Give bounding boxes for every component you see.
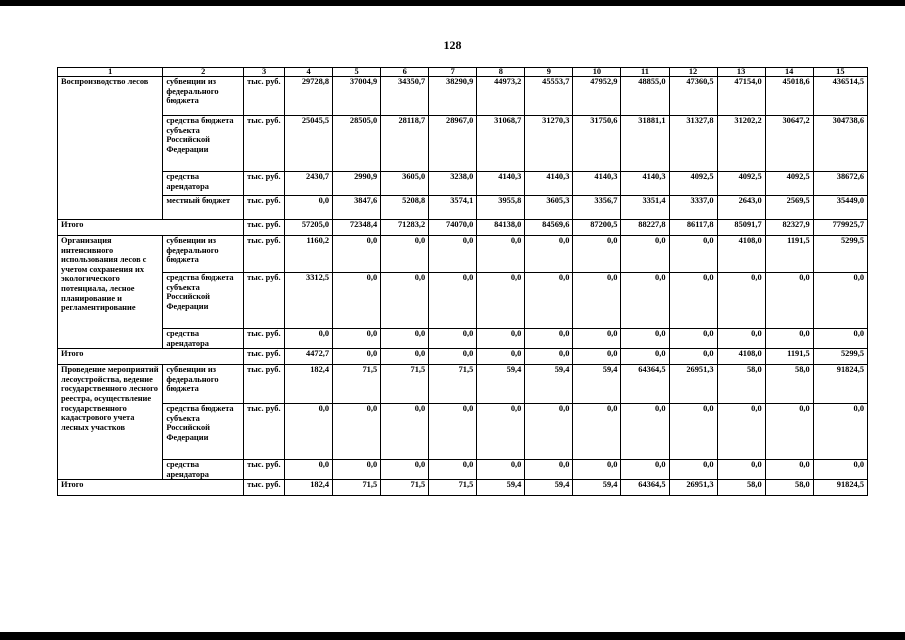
table-row [58, 365, 868, 404]
value-cell: 0,0 [333, 404, 381, 460]
value-cell: 0,0 [717, 273, 765, 329]
total-row [58, 349, 868, 365]
column-number-cell: 2 [163, 68, 244, 77]
total-value-cell: 58,0 [765, 480, 813, 496]
total-value-cell: 91824,5 [813, 480, 867, 496]
value-cell: 1191,5 [765, 236, 813, 273]
unit-cell: тыс. руб. [244, 365, 285, 404]
value-cell: 4140,3 [621, 172, 669, 196]
value-cell: 28118,7 [381, 116, 429, 172]
value-cell: 26951,3 [669, 365, 717, 404]
value-cell: 0,0 [573, 460, 621, 480]
funding-source-cell: местный бюджет [163, 196, 244, 220]
value-cell: 0,0 [813, 273, 867, 329]
total-value-cell: 0,0 [669, 349, 717, 365]
unit-cell: тыс. руб. [244, 196, 285, 220]
total-value-cell: 59,4 [477, 480, 525, 496]
table-row [58, 196, 868, 220]
total-label-cell: Итого [58, 349, 244, 365]
value-cell: 3337,0 [669, 196, 717, 220]
funding-source-cell: средства бюджета субъекта Российской Федерации [163, 273, 244, 329]
total-value-cell: 4108,0 [717, 349, 765, 365]
value-cell: 0,0 [717, 404, 765, 460]
total-value-cell: 779925,7 [813, 220, 867, 236]
column-number-cell: 11 [621, 68, 669, 77]
table-row [58, 77, 868, 116]
column-number-cell: 4 [285, 68, 333, 77]
value-cell: 5208,8 [381, 196, 429, 220]
unit-cell: тыс. руб. [244, 404, 285, 460]
value-cell: 3312,5 [285, 273, 333, 329]
value-cell: 0,0 [573, 404, 621, 460]
value-cell: 0,0 [573, 273, 621, 329]
unit-cell: тыс. руб. [244, 349, 285, 365]
funding-source-cell: средства арендатора [163, 329, 244, 349]
total-value-cell: 0,0 [525, 349, 573, 365]
value-cell: 3238,0 [429, 172, 477, 196]
value-cell: 64364,5 [621, 365, 669, 404]
unit-cell: тыс. руб. [244, 329, 285, 349]
unit-cell: тыс. руб. [244, 236, 285, 273]
table-row [58, 236, 868, 273]
value-cell: 0,0 [285, 196, 333, 220]
value-cell: 0,0 [621, 236, 669, 273]
total-value-cell: 58,0 [717, 480, 765, 496]
table-row [58, 273, 868, 329]
value-cell: 3356,7 [573, 196, 621, 220]
total-value-cell: 4472,7 [285, 349, 333, 365]
funding-source-cell: средства арендатора [163, 172, 244, 196]
total-value-cell: 0,0 [621, 349, 669, 365]
value-cell: 5299,5 [813, 236, 867, 273]
value-cell: 28967,0 [429, 116, 477, 172]
value-cell: 0,0 [477, 404, 525, 460]
total-value-cell: 88227,8 [621, 220, 669, 236]
value-cell: 0,0 [285, 460, 333, 480]
value-cell: 0,0 [813, 329, 867, 349]
value-cell: 31202,2 [717, 116, 765, 172]
value-cell: 2643,0 [717, 196, 765, 220]
total-value-cell: 84569,6 [525, 220, 573, 236]
total-value-cell: 0,0 [429, 349, 477, 365]
value-cell: 0,0 [525, 404, 573, 460]
total-value-cell: 87200,5 [573, 220, 621, 236]
total-value-cell: 84138,0 [477, 220, 525, 236]
value-cell: 4108,0 [717, 236, 765, 273]
value-cell: 0,0 [333, 460, 381, 480]
value-cell: 0,0 [573, 236, 621, 273]
unit-cell: тыс. руб. [244, 172, 285, 196]
column-number-row [58, 68, 868, 77]
total-value-cell: 1191,5 [765, 349, 813, 365]
table-row [58, 404, 868, 460]
value-cell: 0,0 [717, 329, 765, 349]
funding-source-cell: средства бюджета субъекта Российской Федерации [163, 116, 244, 172]
value-cell: 4140,3 [525, 172, 573, 196]
value-cell: 0,0 [669, 329, 717, 349]
column-number-cell: 7 [429, 68, 477, 77]
value-cell: 2430,7 [285, 172, 333, 196]
table-row [58, 460, 868, 480]
total-value-cell: 71,5 [333, 480, 381, 496]
total-row [58, 480, 868, 496]
value-cell: 2990,9 [333, 172, 381, 196]
value-cell: 31881,1 [621, 116, 669, 172]
value-cell: 71,5 [381, 365, 429, 404]
value-cell: 3351,4 [621, 196, 669, 220]
value-cell: 0,0 [717, 460, 765, 480]
value-cell: 71,5 [429, 365, 477, 404]
value-cell: 58,0 [765, 365, 813, 404]
value-cell: 28505,0 [333, 116, 381, 172]
value-cell: 47952,9 [573, 77, 621, 116]
column-number-cell: 10 [573, 68, 621, 77]
value-cell: 0,0 [573, 329, 621, 349]
value-cell: 3955,8 [477, 196, 525, 220]
value-cell: 0,0 [669, 273, 717, 329]
total-value-cell: 74070,0 [429, 220, 477, 236]
value-cell: 0,0 [333, 236, 381, 273]
total-row [58, 220, 868, 236]
value-cell: 0,0 [765, 460, 813, 480]
unit-cell: тыс. руб. [244, 480, 285, 496]
total-value-cell: 72348,4 [333, 220, 381, 236]
value-cell: 0,0 [477, 236, 525, 273]
value-cell: 0,0 [621, 273, 669, 329]
value-cell: 59,4 [477, 365, 525, 404]
value-cell: 0,0 [621, 404, 669, 460]
value-cell: 0,0 [429, 329, 477, 349]
value-cell: 0,0 [429, 460, 477, 480]
value-cell: 91824,5 [813, 365, 867, 404]
value-cell: 182,4 [285, 365, 333, 404]
value-cell: 45018,6 [765, 77, 813, 116]
value-cell: 0,0 [525, 236, 573, 273]
value-cell: 34350,7 [381, 77, 429, 116]
table-row [58, 329, 868, 349]
funding-source-cell: средства арендатора [163, 460, 244, 480]
value-cell: 3605,3 [525, 196, 573, 220]
total-value-cell: 59,4 [573, 480, 621, 496]
column-number-cell: 1 [58, 68, 163, 77]
value-cell: 0,0 [429, 236, 477, 273]
value-cell: 0,0 [813, 460, 867, 480]
value-cell: 31750,6 [573, 116, 621, 172]
top-border-bar [0, 0, 905, 6]
value-cell: 47154,0 [717, 77, 765, 116]
value-cell: 4140,3 [477, 172, 525, 196]
value-cell: 304738,6 [813, 116, 867, 172]
value-cell: 30647,2 [765, 116, 813, 172]
value-cell: 31327,8 [669, 116, 717, 172]
total-value-cell: 0,0 [477, 349, 525, 365]
value-cell: 0,0 [765, 329, 813, 349]
column-number-cell: 8 [477, 68, 525, 77]
unit-cell: тыс. руб. [244, 77, 285, 116]
unit-cell: тыс. руб. [244, 273, 285, 329]
value-cell: 0,0 [381, 273, 429, 329]
total-value-cell: 0,0 [381, 349, 429, 365]
value-cell: 4092,5 [765, 172, 813, 196]
total-value-cell: 86117,8 [669, 220, 717, 236]
value-cell: 3574,1 [429, 196, 477, 220]
funding-source-cell: субвенции из федерального бюджета [163, 365, 244, 404]
total-value-cell: 64364,5 [621, 480, 669, 496]
value-cell: 0,0 [333, 273, 381, 329]
value-cell: 58,0 [717, 365, 765, 404]
total-value-cell: 57205,0 [285, 220, 333, 236]
value-cell: 0,0 [669, 460, 717, 480]
value-cell: 25045,5 [285, 116, 333, 172]
bottom-border-bar [0, 632, 905, 640]
table-body [58, 68, 868, 496]
value-cell: 0,0 [477, 460, 525, 480]
value-cell: 0,0 [525, 460, 573, 480]
table-row [58, 116, 868, 172]
value-cell: 0,0 [621, 329, 669, 349]
value-cell: 0,0 [381, 460, 429, 480]
column-number-cell: 12 [669, 68, 717, 77]
value-cell: 0,0 [429, 404, 477, 460]
value-cell: 0,0 [381, 404, 429, 460]
total-value-cell: 0,0 [333, 349, 381, 365]
value-cell: 2569,5 [765, 196, 813, 220]
table-row [58, 172, 868, 196]
page-number: 128 [443, 38, 462, 52]
value-cell: 0,0 [477, 273, 525, 329]
value-cell: 1160,2 [285, 236, 333, 273]
value-cell: 48855,0 [621, 77, 669, 116]
budget-table [57, 67, 868, 496]
value-cell: 71,5 [333, 365, 381, 404]
value-cell: 31270,3 [525, 116, 573, 172]
total-value-cell: 5299,5 [813, 349, 867, 365]
value-cell: 0,0 [669, 404, 717, 460]
value-cell: 31068,7 [477, 116, 525, 172]
total-value-cell: 71283,2 [381, 220, 429, 236]
activity-name-cell: Воспроизводство лесов [58, 77, 163, 220]
column-number-cell: 15 [813, 68, 867, 77]
value-cell: 44973,2 [477, 77, 525, 116]
column-number-cell: 9 [525, 68, 573, 77]
column-number-cell: 5 [333, 68, 381, 77]
activity-name-cell: Проведение мероприятий лесоустройства, ведение государственного лесного реестра, осуществление государственного кадастрового учета лесных участков [58, 365, 163, 480]
column-number-cell: 3 [244, 68, 285, 77]
total-value-cell: 182,4 [285, 480, 333, 496]
value-cell: 436514,5 [813, 77, 867, 116]
value-cell: 0,0 [621, 460, 669, 480]
total-label-cell: Итого [58, 480, 244, 496]
value-cell: 0,0 [525, 273, 573, 329]
funding-source-cell: субвенции из федерального бюджета [163, 236, 244, 273]
value-cell: 4092,5 [669, 172, 717, 196]
value-cell: 0,0 [765, 273, 813, 329]
value-cell: 3605,0 [381, 172, 429, 196]
value-cell: 0,0 [285, 329, 333, 349]
value-cell: 0,0 [285, 404, 333, 460]
value-cell: 0,0 [429, 273, 477, 329]
value-cell: 4092,5 [717, 172, 765, 196]
column-number-cell: 13 [717, 68, 765, 77]
value-cell: 0,0 [669, 236, 717, 273]
value-cell: 45553,7 [525, 77, 573, 116]
activity-name-cell: Организация интенсивного использования лесов с учетом сохранения их экологического потенциала, лесное планирование и регламентирование [58, 236, 163, 349]
value-cell: 35449,0 [813, 196, 867, 220]
value-cell: 29728,8 [285, 77, 333, 116]
value-cell: 37004,9 [333, 77, 381, 116]
value-cell: 0,0 [813, 404, 867, 460]
value-cell: 0,0 [525, 329, 573, 349]
value-cell: 47360,5 [669, 77, 717, 116]
value-cell: 0,0 [765, 404, 813, 460]
column-number-cell: 14 [765, 68, 813, 77]
value-cell: 0,0 [381, 236, 429, 273]
value-cell: 38290,9 [429, 77, 477, 116]
total-value-cell: 59,4 [525, 480, 573, 496]
total-value-cell: 85091,7 [717, 220, 765, 236]
value-cell: 0,0 [381, 329, 429, 349]
total-value-cell: 82327,9 [765, 220, 813, 236]
value-cell: 4140,3 [573, 172, 621, 196]
total-value-cell: 71,5 [381, 480, 429, 496]
value-cell: 38672,6 [813, 172, 867, 196]
column-number-cell: 6 [381, 68, 429, 77]
value-cell: 59,4 [525, 365, 573, 404]
unit-cell: тыс. руб. [244, 460, 285, 480]
value-cell: 0,0 [477, 329, 525, 349]
total-value-cell: 0,0 [573, 349, 621, 365]
total-value-cell: 26951,3 [669, 480, 717, 496]
value-cell: 3847,6 [333, 196, 381, 220]
value-cell: 0,0 [333, 329, 381, 349]
funding-source-cell: средства бюджета субъекта Российской Федерации [163, 404, 244, 460]
value-cell: 59,4 [573, 365, 621, 404]
unit-cell: тыс. руб. [244, 220, 285, 236]
unit-cell: тыс. руб. [244, 116, 285, 172]
total-value-cell: 71,5 [429, 480, 477, 496]
funding-source-cell: субвенции из федерального бюджета [163, 77, 244, 116]
total-label-cell: Итого [58, 220, 244, 236]
